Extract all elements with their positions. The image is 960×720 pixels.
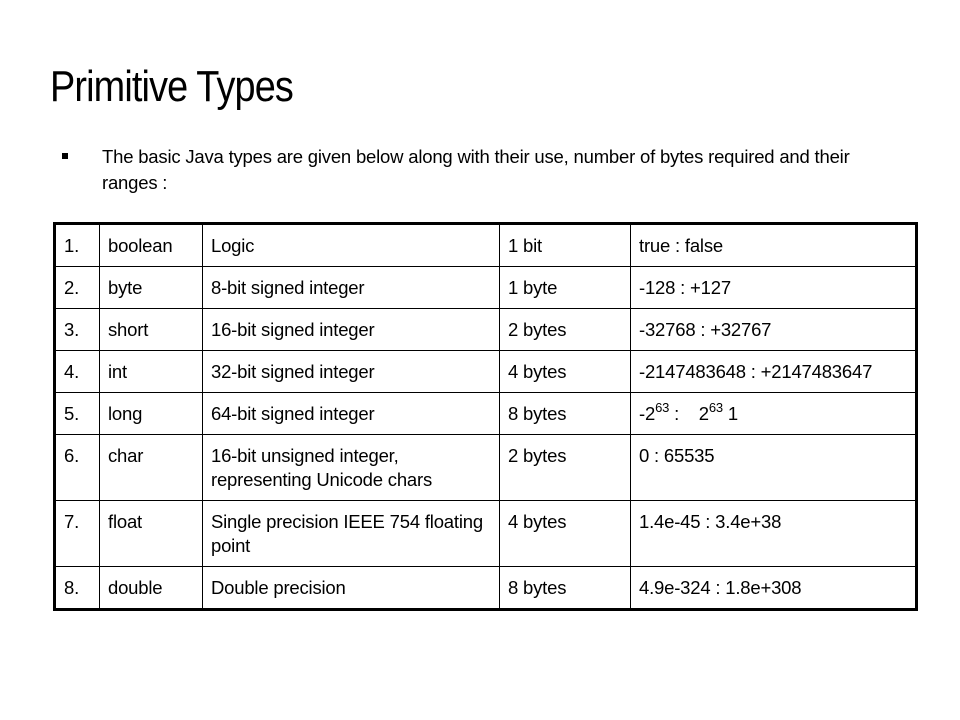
range-middle: : 2 <box>669 403 709 424</box>
row-number: 1. <box>55 224 100 267</box>
range-prefix: -2 <box>639 403 656 424</box>
type-use: 32-bit signed integer <box>203 351 500 393</box>
type-range: -2147483648 : +2147483647 <box>631 351 917 393</box>
bullet-text: The basic Java types are given below along with their use, number of bytes required and their ranges : <box>102 146 850 193</box>
row-number: 5. <box>55 393 100 435</box>
table-row <box>55 393 917 435</box>
type-name: boolean <box>100 224 203 267</box>
row-number: 3. <box>55 309 100 351</box>
row-number: 6. <box>55 435 100 501</box>
range-exponent: 63 <box>708 400 723 415</box>
slide-title: Primitive Types <box>50 62 293 111</box>
primitive-types-table <box>53 222 918 611</box>
row-number: 7. <box>55 501 100 567</box>
type-range: 1.4e-45 : 3.4e+38 <box>631 501 917 567</box>
type-size: 8 bytes <box>500 567 631 610</box>
range-exponent: 63 <box>655 400 670 415</box>
type-use: 64-bit signed integer <box>203 393 500 435</box>
type-size: 2 bytes <box>500 309 631 351</box>
type-size: 4 bytes <box>500 501 631 567</box>
type-size: 4 bytes <box>500 351 631 393</box>
type-name: double <box>100 567 203 610</box>
row-number: 8. <box>55 567 100 610</box>
type-range: 4.9e-324 : 1.8e+308 <box>631 567 917 610</box>
type-use: 16-bit unsigned integer, representing Unicode chars <box>203 435 500 501</box>
type-range: true : false <box>631 224 917 267</box>
type-name: byte <box>100 267 203 309</box>
type-size: 8 bytes <box>500 393 631 435</box>
type-range: -128 : +127 <box>631 267 917 309</box>
table-row <box>55 309 917 351</box>
table-row <box>55 567 917 610</box>
type-use: Double precision <box>203 567 500 610</box>
type-size: 1 bit <box>500 224 631 267</box>
bullet-item <box>62 144 892 196</box>
row-number: 2. <box>55 267 100 309</box>
type-name: long <box>100 393 203 435</box>
type-name: int <box>100 351 203 393</box>
type-size: 1 byte <box>500 267 631 309</box>
type-name: float <box>100 501 203 567</box>
type-name: char <box>100 435 203 501</box>
type-size: 2 bytes <box>500 435 631 501</box>
table-row <box>55 267 917 309</box>
type-use: Single precision IEEE 754 floating point <box>203 501 500 567</box>
range-suffix: 1 <box>722 403 738 424</box>
type-range <box>631 393 917 435</box>
type-use: 8-bit signed integer <box>203 267 500 309</box>
square-bullet-icon <box>62 144 74 196</box>
type-name: short <box>100 309 203 351</box>
type-use: 16-bit signed integer <box>203 309 500 351</box>
row-number: 4. <box>55 351 100 393</box>
type-range: -32768 : +32767 <box>631 309 917 351</box>
table-row <box>55 435 917 501</box>
type-use: Logic <box>203 224 500 267</box>
table-row <box>55 501 917 567</box>
type-range: 0 : 65535 <box>631 435 917 501</box>
table-row <box>55 351 917 393</box>
table-row <box>55 224 917 267</box>
